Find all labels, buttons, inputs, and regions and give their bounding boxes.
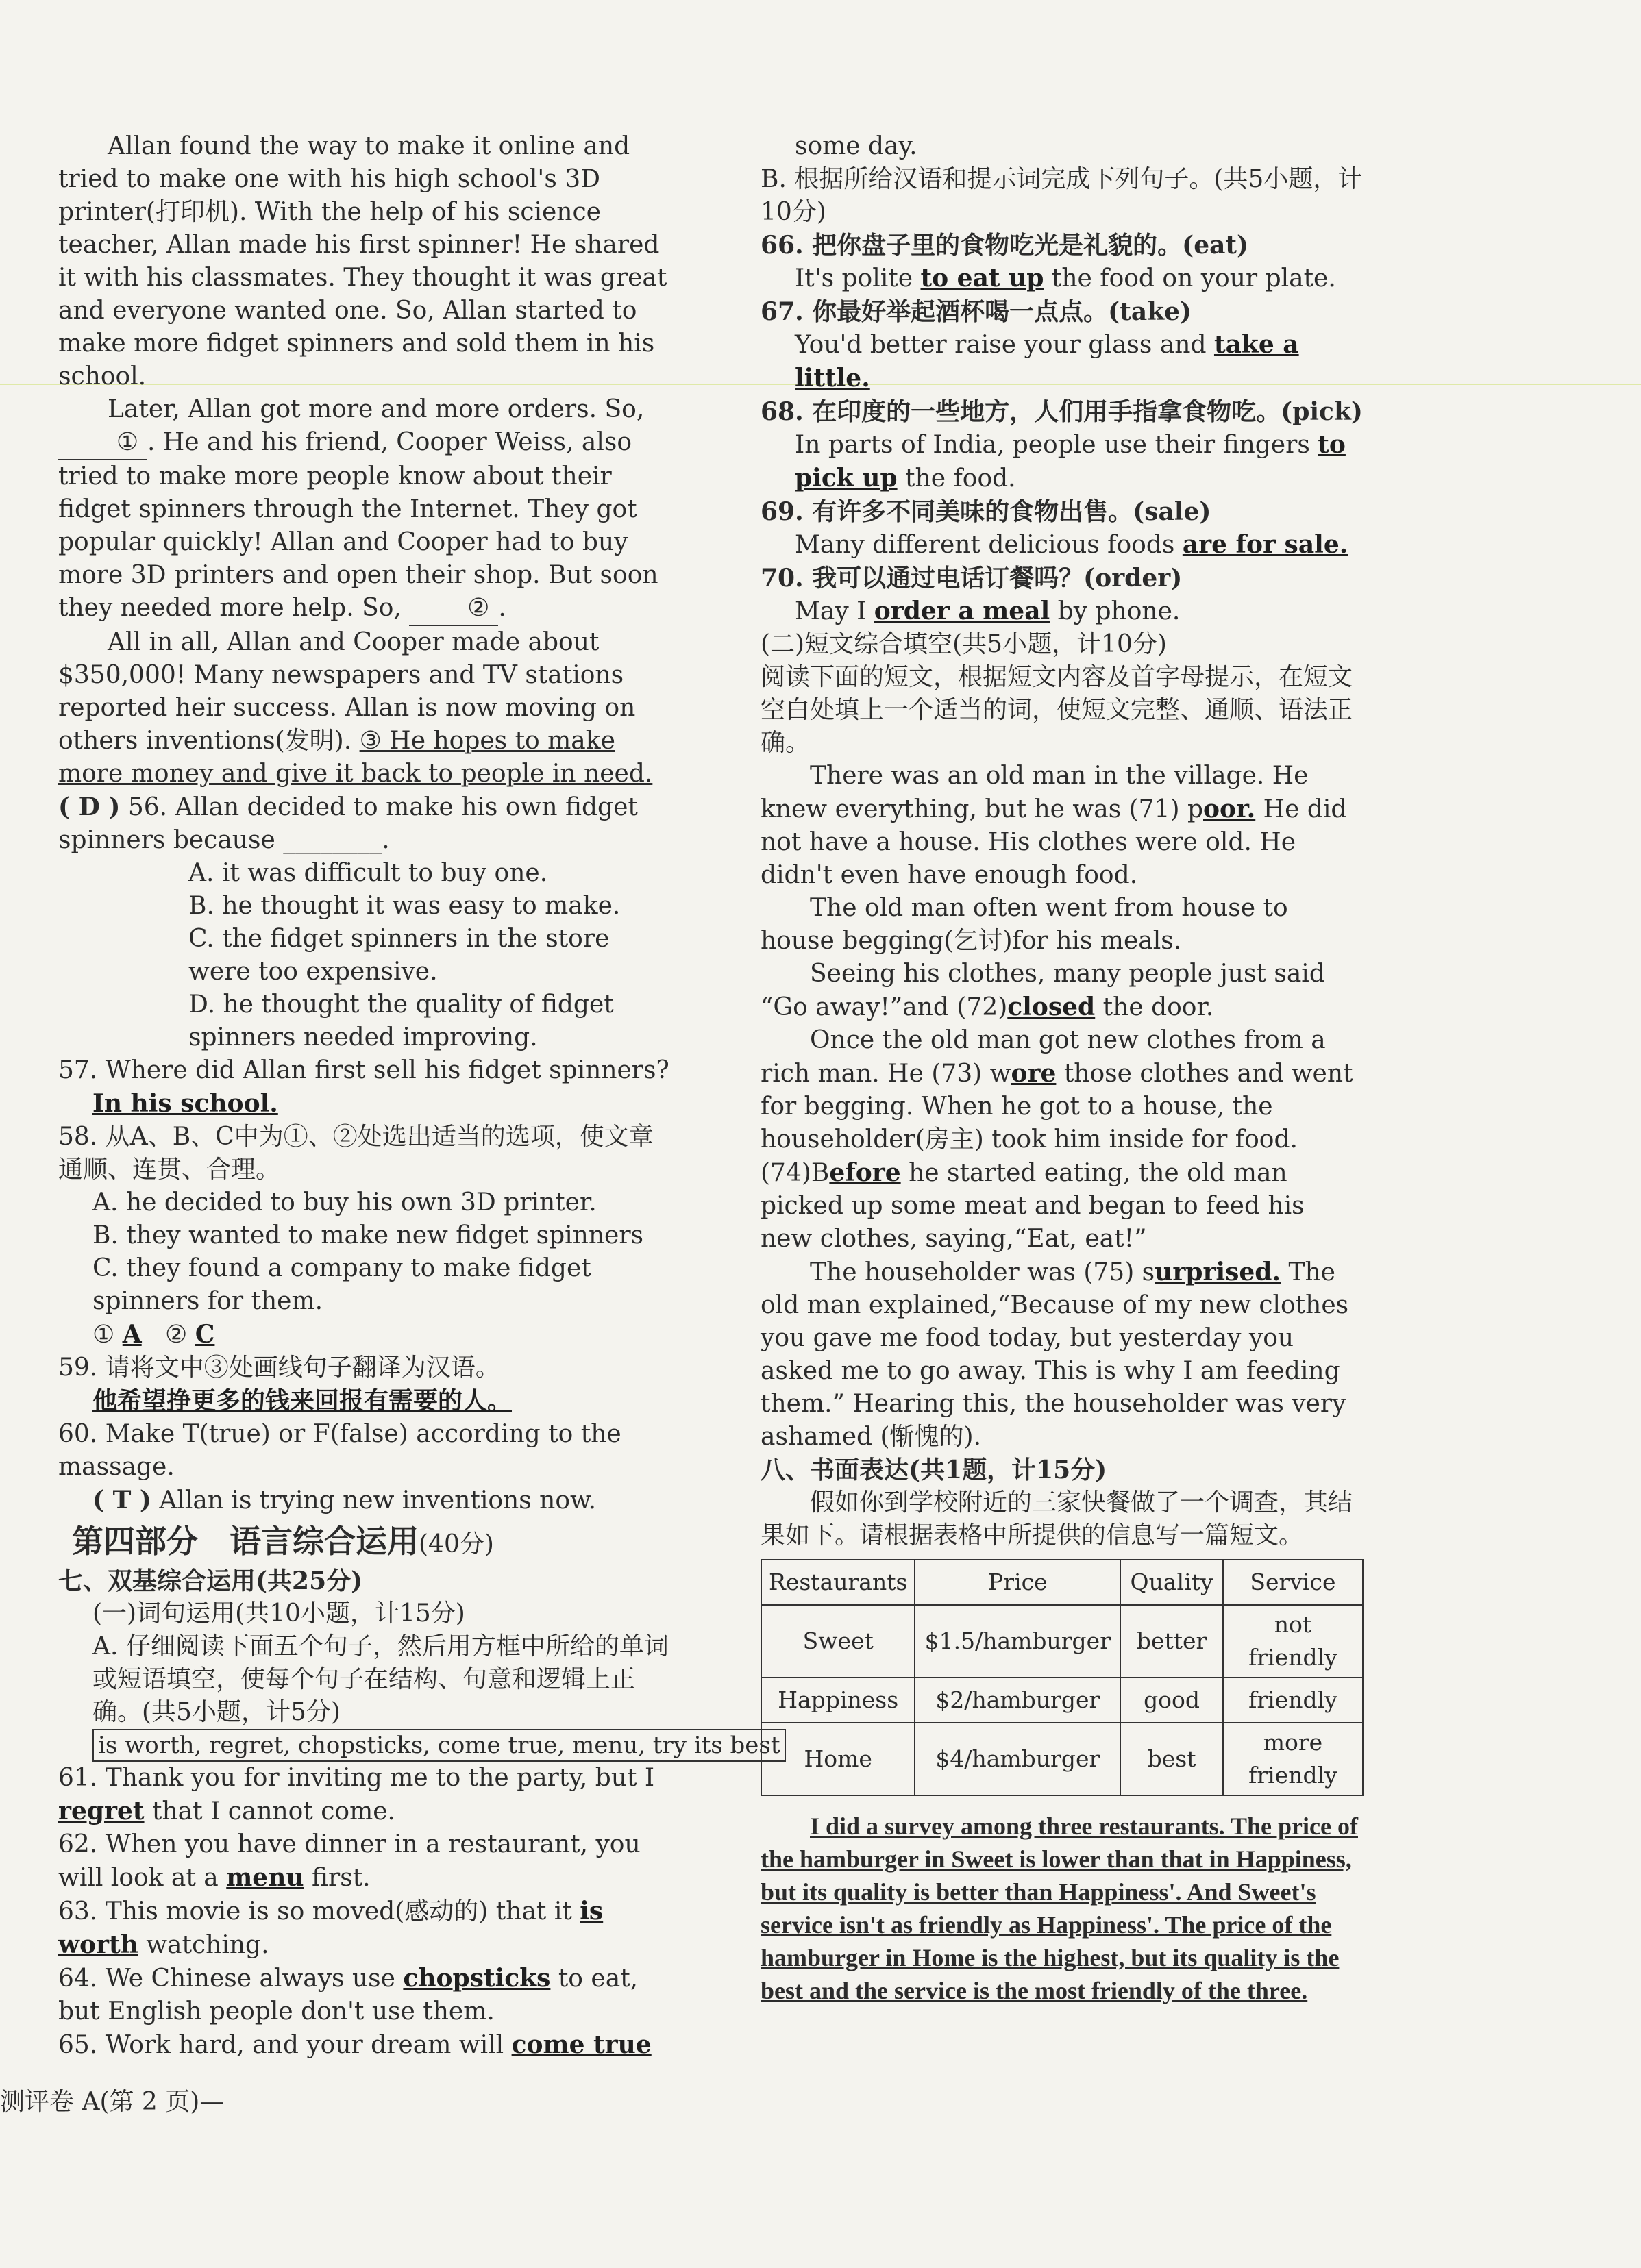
- blank-2: ②: [409, 592, 498, 626]
- answer-69: Many different delicious foods are for sale.: [795, 530, 1348, 559]
- section-7-1-title: (一)词句运用(共10小题，计15分): [92, 1599, 465, 1628]
- question-64: 64. We Chinese always use chopsticks to eat, but English people don't use them.: [58, 1964, 639, 2026]
- table-row: Home $4/hamburger best more friendly: [761, 1723, 1363, 1795]
- section-8-instructions: 假如你到学校附近的三家快餐做了一个调查，其结果如下。请根据表格中所提供的信息写一篇短文。: [761, 1488, 1353, 1549]
- passage-paragraph-3: All in all, Allan and Cooper made about $350,000! Many newspapers and TV stations reported heir success. Allan is now moving on others inventions(发明). ③ He hopes to make more money and give it back to people in need.: [58, 628, 653, 788]
- option-58-c: C. they found a company to make fidget spinners for them.: [92, 1254, 591, 1315]
- right-column: [761, 130, 1364, 2007]
- question-61: 61. Thank you for inviting me to the party, but I regret that I cannot come.: [58, 1764, 655, 1825]
- answer-58: ① A ② C: [92, 1320, 215, 1349]
- question-58: 58. 从A、B、C中为①、②处选出适当的选项，使文章通顺、连贯、合理。: [58, 1123, 654, 1184]
- essay-answer: I did a survey among three restaurants. The price of the hamburger in Sweet is lower than that in Happiness, but its quality is better than Happiness'. And Sweet's service isn't as friendly as Happiness'. The price of the hamburger in Home is the highest, but its quality is the best and the service is the most friendly of the three.: [761, 1812, 1358, 2004]
- option-58-b: B. they wanted to make new fidget spinners: [92, 1221, 644, 1249]
- answer-70: May I order a meal by phone.: [795, 597, 1181, 625]
- story-paragraph-4: Once the old man got new clothes from a rich man. He (73) wore those clothes and went for begging. When he got to a house, the householder(房主) took him inside for food. (74)Before he started eating, the old man picked up some meat and began to feed his new clothes, saying,“Eat, eat!”: [761, 1026, 1353, 1253]
- question-66: 66. 把你盘子里的食物吃光是礼貌的。(eat): [761, 231, 1249, 260]
- question-67: 67. 你最好举起酒杯喝一点点。(take): [761, 297, 1192, 326]
- question-65: 65. Work hard, and your dream will come true: [58, 2030, 652, 2059]
- table-header-row: Restaurants Price Quality Service: [761, 1560, 1363, 1605]
- option-56-a: A. it was difficult to buy one.: [188, 859, 548, 887]
- answer-68: In parts of India, people use their fingers to pick up the food.: [795, 430, 1346, 493]
- answer-60: ( T ) Allan is trying new inventions now.: [92, 1486, 597, 1515]
- section-b-instructions: B. 根据所给汉语和提示词完成下列句子。(共5小题，计10分): [761, 165, 1363, 226]
- question-56: ( D ) 56. Allan decided to make his own fidget spinners because ________.: [58, 793, 638, 854]
- underlined-sentence: ③ He hopes to make more money and give it back to people in need.: [58, 727, 653, 788]
- part4-title: 第四部分 语言综合运用(40分): [72, 1523, 494, 1560]
- story-paragraph-1: There was an old man in the village. He knew everything, but he was (71) poor. He did not have a house. His clothes were old. He didn't even have enough food.: [761, 762, 1347, 889]
- section-2-instructions: 阅读下面的短文，根据短文内容及首字母提示，在短文空白处填上一个适当的词，使短文完整、通顺、语法正确。: [761, 663, 1353, 757]
- option-56-d: D. he thought the quality of fidget spinners needed improving.: [188, 990, 614, 1051]
- answer-66: It's polite to eat up the food on your plate.: [795, 264, 1336, 292]
- question-63: 63. This movie is so moved(感动的) that it is worth watching.: [58, 1897, 604, 1959]
- answer-67: You'd better raise your glass and take a little.: [795, 330, 1299, 392]
- answer-59: 他希望挣更多的钱来回报有需要的人。: [92, 1386, 513, 1415]
- section-7-title: 七、双基综合运用(共25分): [58, 1567, 363, 1595]
- question-62: 62. When you have dinner in a restaurant, you will look at a menu first.: [58, 1830, 641, 1892]
- question-59: 59. 请将文中③处画线句子翻译为汉语。: [58, 1354, 500, 1382]
- section-8-title: 八、书面表达(共1题，计15分): [761, 1456, 1107, 1484]
- section-7-a-instructions: A. 仔细阅读下面五个句子，然后用方框中所给的单词或短语填空，使每个句子在结构、句意和逻辑上正确。(共5小题，计5分): [92, 1632, 669, 1726]
- answer-57: In his school.: [92, 1089, 278, 1118]
- story-paragraph-2: The old man often went from house to house begging(乞讨)for his meals.: [761, 894, 1288, 955]
- table-row: Happiness $2/hamburger good friendly: [761, 1678, 1363, 1723]
- story-paragraph-5: The householder was (75) surprised. The old man explained,“Because of my new clothes you gave me food today, but yesterday you asked me to go away. This is why I am feeding them.” Hearing this, the householder was very ashamed (惭愧的).: [761, 1258, 1349, 1451]
- question-60: 60. Make T(true) or F(false) according to the massage.: [58, 1420, 621, 1481]
- question-68: 68. 在印度的一些地方，人们用手指拿食物吃。(pick): [761, 397, 1363, 426]
- survey-table: [761, 1559, 1364, 1796]
- blank-1: ①: [58, 426, 147, 460]
- page-footer: 测评卷 A(第 2 页)—: [0, 2088, 225, 2116]
- table-row: Sweet $1.5/hamburger better not friendly: [761, 1605, 1363, 1678]
- question-70: 70. 我可以通过电话订餐吗？(order): [761, 564, 1183, 593]
- left-column: [58, 130, 780, 2062]
- question-57: 57. Where did Allan first sell his fidget spinners?: [58, 1056, 669, 1084]
- passage-paragraph-1: Allan found the way to make it online and tried to make one with his high school's 3D printer(打印机). With the help of his science teacher, Allan made his first spinner! He shared it with his classmates. They thought it was great and everyone wanted one. So, Allan started to make more fidget spinners and sold them in his school.: [58, 132, 667, 390]
- story-paragraph-3: Seeing his clothes, many people just said “Go away!”and (72)closed the door.: [761, 960, 1325, 1021]
- option-58-a: A. he decided to buy his own 3D printer.: [92, 1188, 597, 1217]
- section-2-title: (二)短文综合填空(共5小题，计10分): [761, 630, 1167, 658]
- option-56-c: C. the fidget spinners in the store were too expensive.: [188, 925, 610, 986]
- passage-paragraph-2: Later, Allan got more and more orders. So, ① . He and his friend, Cooper Weiss, also tried to make more people know about their fidget spinners through the Internet. They got popular quickly! Allan and Cooper had to buy more 3D printers and open their shop. But soon they needed more help. So, ② .: [58, 393, 675, 626]
- option-56-b: B. he thought it was easy to make.: [188, 892, 621, 920]
- question-69: 69. 有许多不同美味的食物出售。(sale): [761, 497, 1211, 526]
- question-65-end: some day.: [795, 132, 917, 160]
- word-box: is worth, regret, chopsticks, come true, menu, try its best: [92, 1729, 786, 1762]
